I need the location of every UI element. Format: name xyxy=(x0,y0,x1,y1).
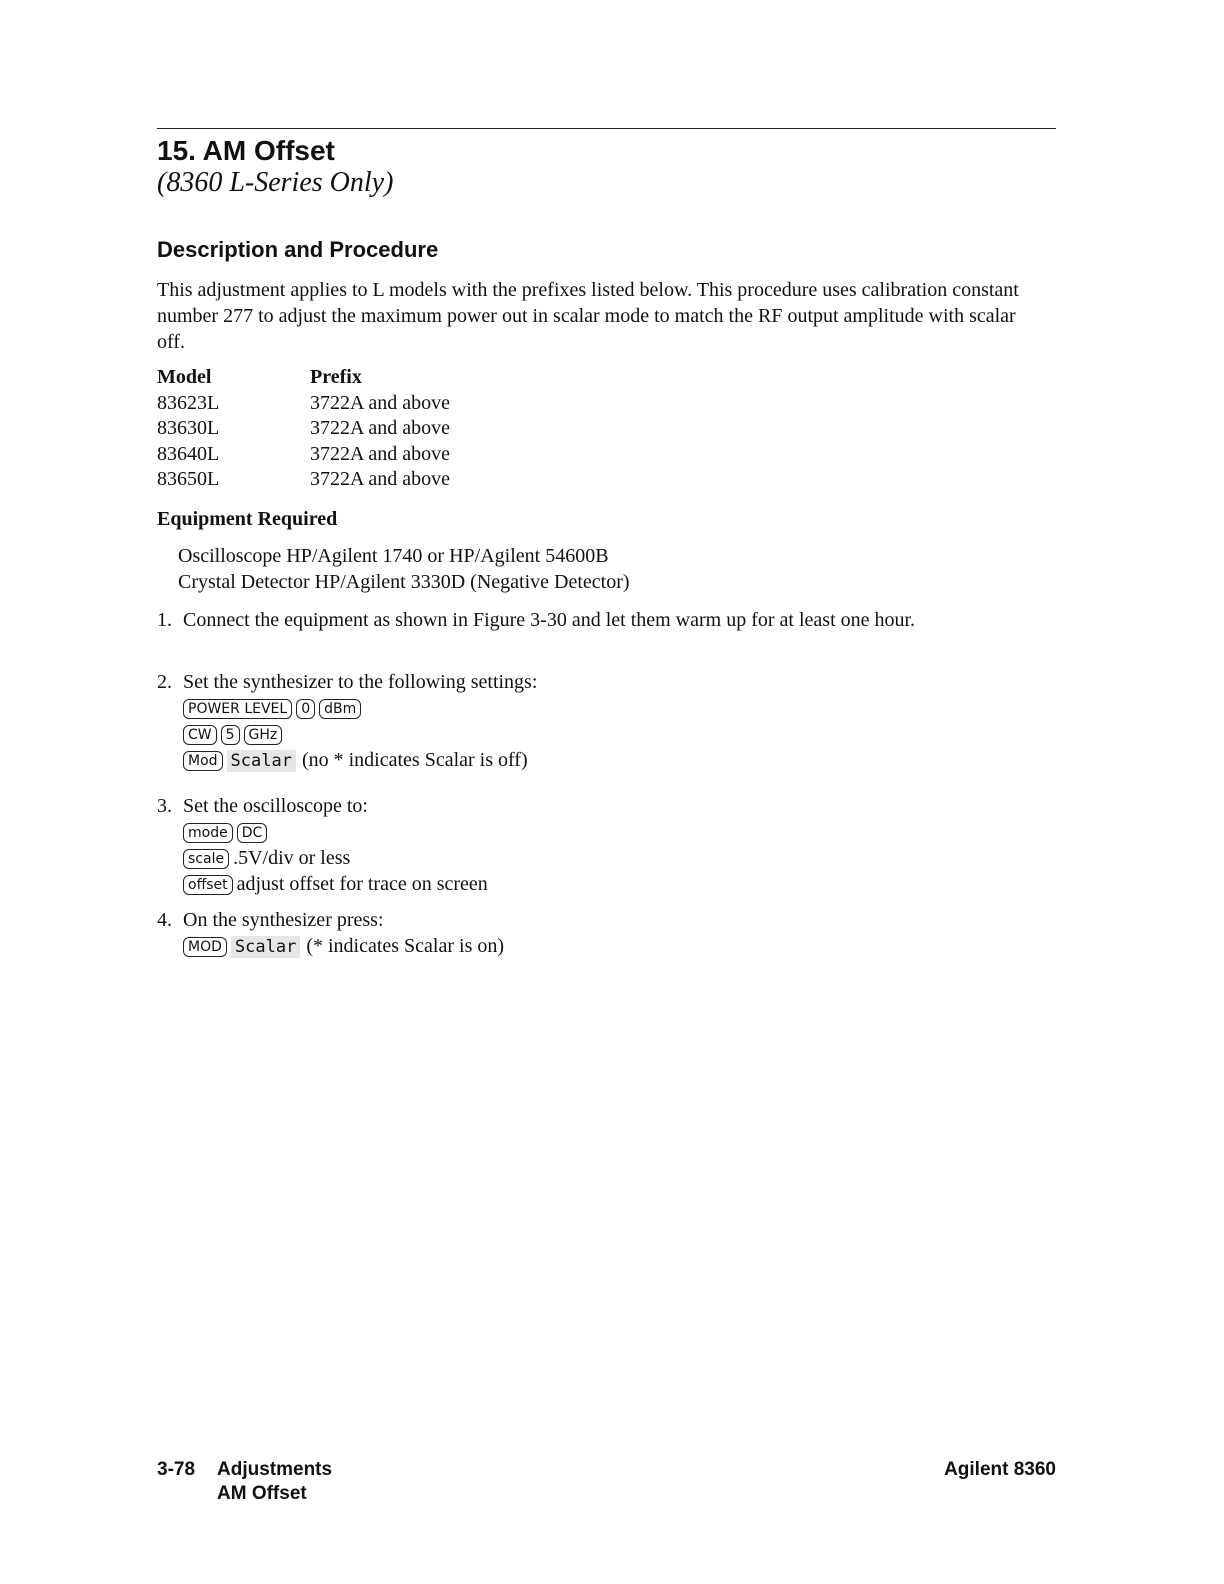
scalar-off-note: (no * indicates Scalar is off) xyxy=(301,749,528,771)
key-sequence-scale xyxy=(183,845,1037,871)
cw-key: CW xyxy=(183,725,217,745)
model-cell: 83630L xyxy=(157,417,220,439)
scale-note: .5V/div or less xyxy=(233,847,351,869)
key-sequence-mod xyxy=(183,747,1037,773)
equipment-list xyxy=(178,543,630,595)
offset-note: adjust offset for trace on screen xyxy=(236,873,488,895)
key-sequence-power xyxy=(183,695,1037,721)
footer-left xyxy=(157,1458,332,1506)
prefix-cell: 3722A and above xyxy=(310,417,450,439)
step-number: 2. xyxy=(157,671,172,693)
mode-key: mode xyxy=(183,823,233,843)
intro-paragraph: This adjustment applies to L models with the prefixes listed below. This procedure uses calibration constant number 277 to adjust the maximum power out in scalar mode to match the RF output amplitude with scalar off. xyxy=(157,279,1019,353)
section-heading: Description and Procedure xyxy=(157,237,439,262)
equipment-heading: Equipment Required xyxy=(157,508,338,530)
digit-5-key: 5 xyxy=(221,725,240,745)
header-rule xyxy=(157,128,1056,129)
chapter-subtitle: (8360 L-Series Only) xyxy=(157,167,394,198)
prefix-cell: 3722A and above xyxy=(310,391,450,414)
dc-key: DC xyxy=(237,823,268,843)
chapter-title: 15. AM Offset xyxy=(157,135,335,166)
step-number: 4. xyxy=(157,909,172,931)
model-cell: 83623L xyxy=(157,391,220,414)
ghz-key: GHz xyxy=(244,725,283,745)
step-number: 3. xyxy=(157,795,172,817)
step-text: Set the oscilloscope to: xyxy=(183,795,368,817)
prefix-cell: 3722A and above xyxy=(310,468,450,490)
column-header-model: Model xyxy=(157,366,212,388)
page-number: 3-78 xyxy=(157,1459,196,1480)
dbm-key: dBm xyxy=(319,699,361,719)
scalar-on-note: (* indicates Scalar is on) xyxy=(306,935,505,957)
offset-key: offset xyxy=(183,875,233,895)
key-sequence-offset xyxy=(183,871,1037,897)
model-prefix-table xyxy=(157,365,450,493)
step-4 xyxy=(157,907,1037,959)
power-level-key: POWER LEVEL xyxy=(183,699,292,719)
equipment-item: Crystal Detector HP/Agilent 3330D (Negative Detector) xyxy=(178,571,630,593)
step-1 xyxy=(157,607,1037,633)
step-text: Connect the equipment as shown in Figure 3-30 and let them warm up for at least one hour. xyxy=(183,609,916,631)
column-header-prefix: Prefix xyxy=(310,366,362,388)
digit-0-key: 0 xyxy=(296,699,315,719)
key-sequence-cw xyxy=(183,721,1037,747)
scalar-softkey: Scalar xyxy=(231,936,300,958)
scalar-softkey: Scalar xyxy=(227,750,296,772)
table-row xyxy=(157,467,450,493)
mod-key: Mod xyxy=(183,751,223,771)
table-header-row xyxy=(157,365,450,391)
footer-section: Adjustments xyxy=(217,1459,333,1480)
key-sequence-mode xyxy=(183,819,1037,845)
model-cell: 83650L xyxy=(157,468,220,490)
model-cell: 83640L xyxy=(157,442,220,465)
step-text: Set the synthesizer to the following settings: xyxy=(183,671,538,693)
step-2 xyxy=(157,669,1037,773)
prefix-cell: 3722A and above xyxy=(310,442,450,465)
step-text: On the synthesizer press: xyxy=(183,909,384,931)
footer-product: Agilent 8360 xyxy=(944,1459,1056,1480)
key-sequence-mod-on xyxy=(183,933,1037,959)
footer-subsection: AM Offset xyxy=(217,1483,307,1504)
equipment-item: Oscilloscope HP/Agilent 1740 or HP/Agilent 54600B xyxy=(178,545,609,567)
scale-key: scale xyxy=(183,849,229,869)
table-row xyxy=(157,416,450,442)
mod-key: MOD xyxy=(183,937,227,957)
step-number: 1. xyxy=(157,609,172,631)
table-row xyxy=(157,442,450,468)
table-row xyxy=(157,391,450,417)
step-3 xyxy=(157,793,1037,897)
